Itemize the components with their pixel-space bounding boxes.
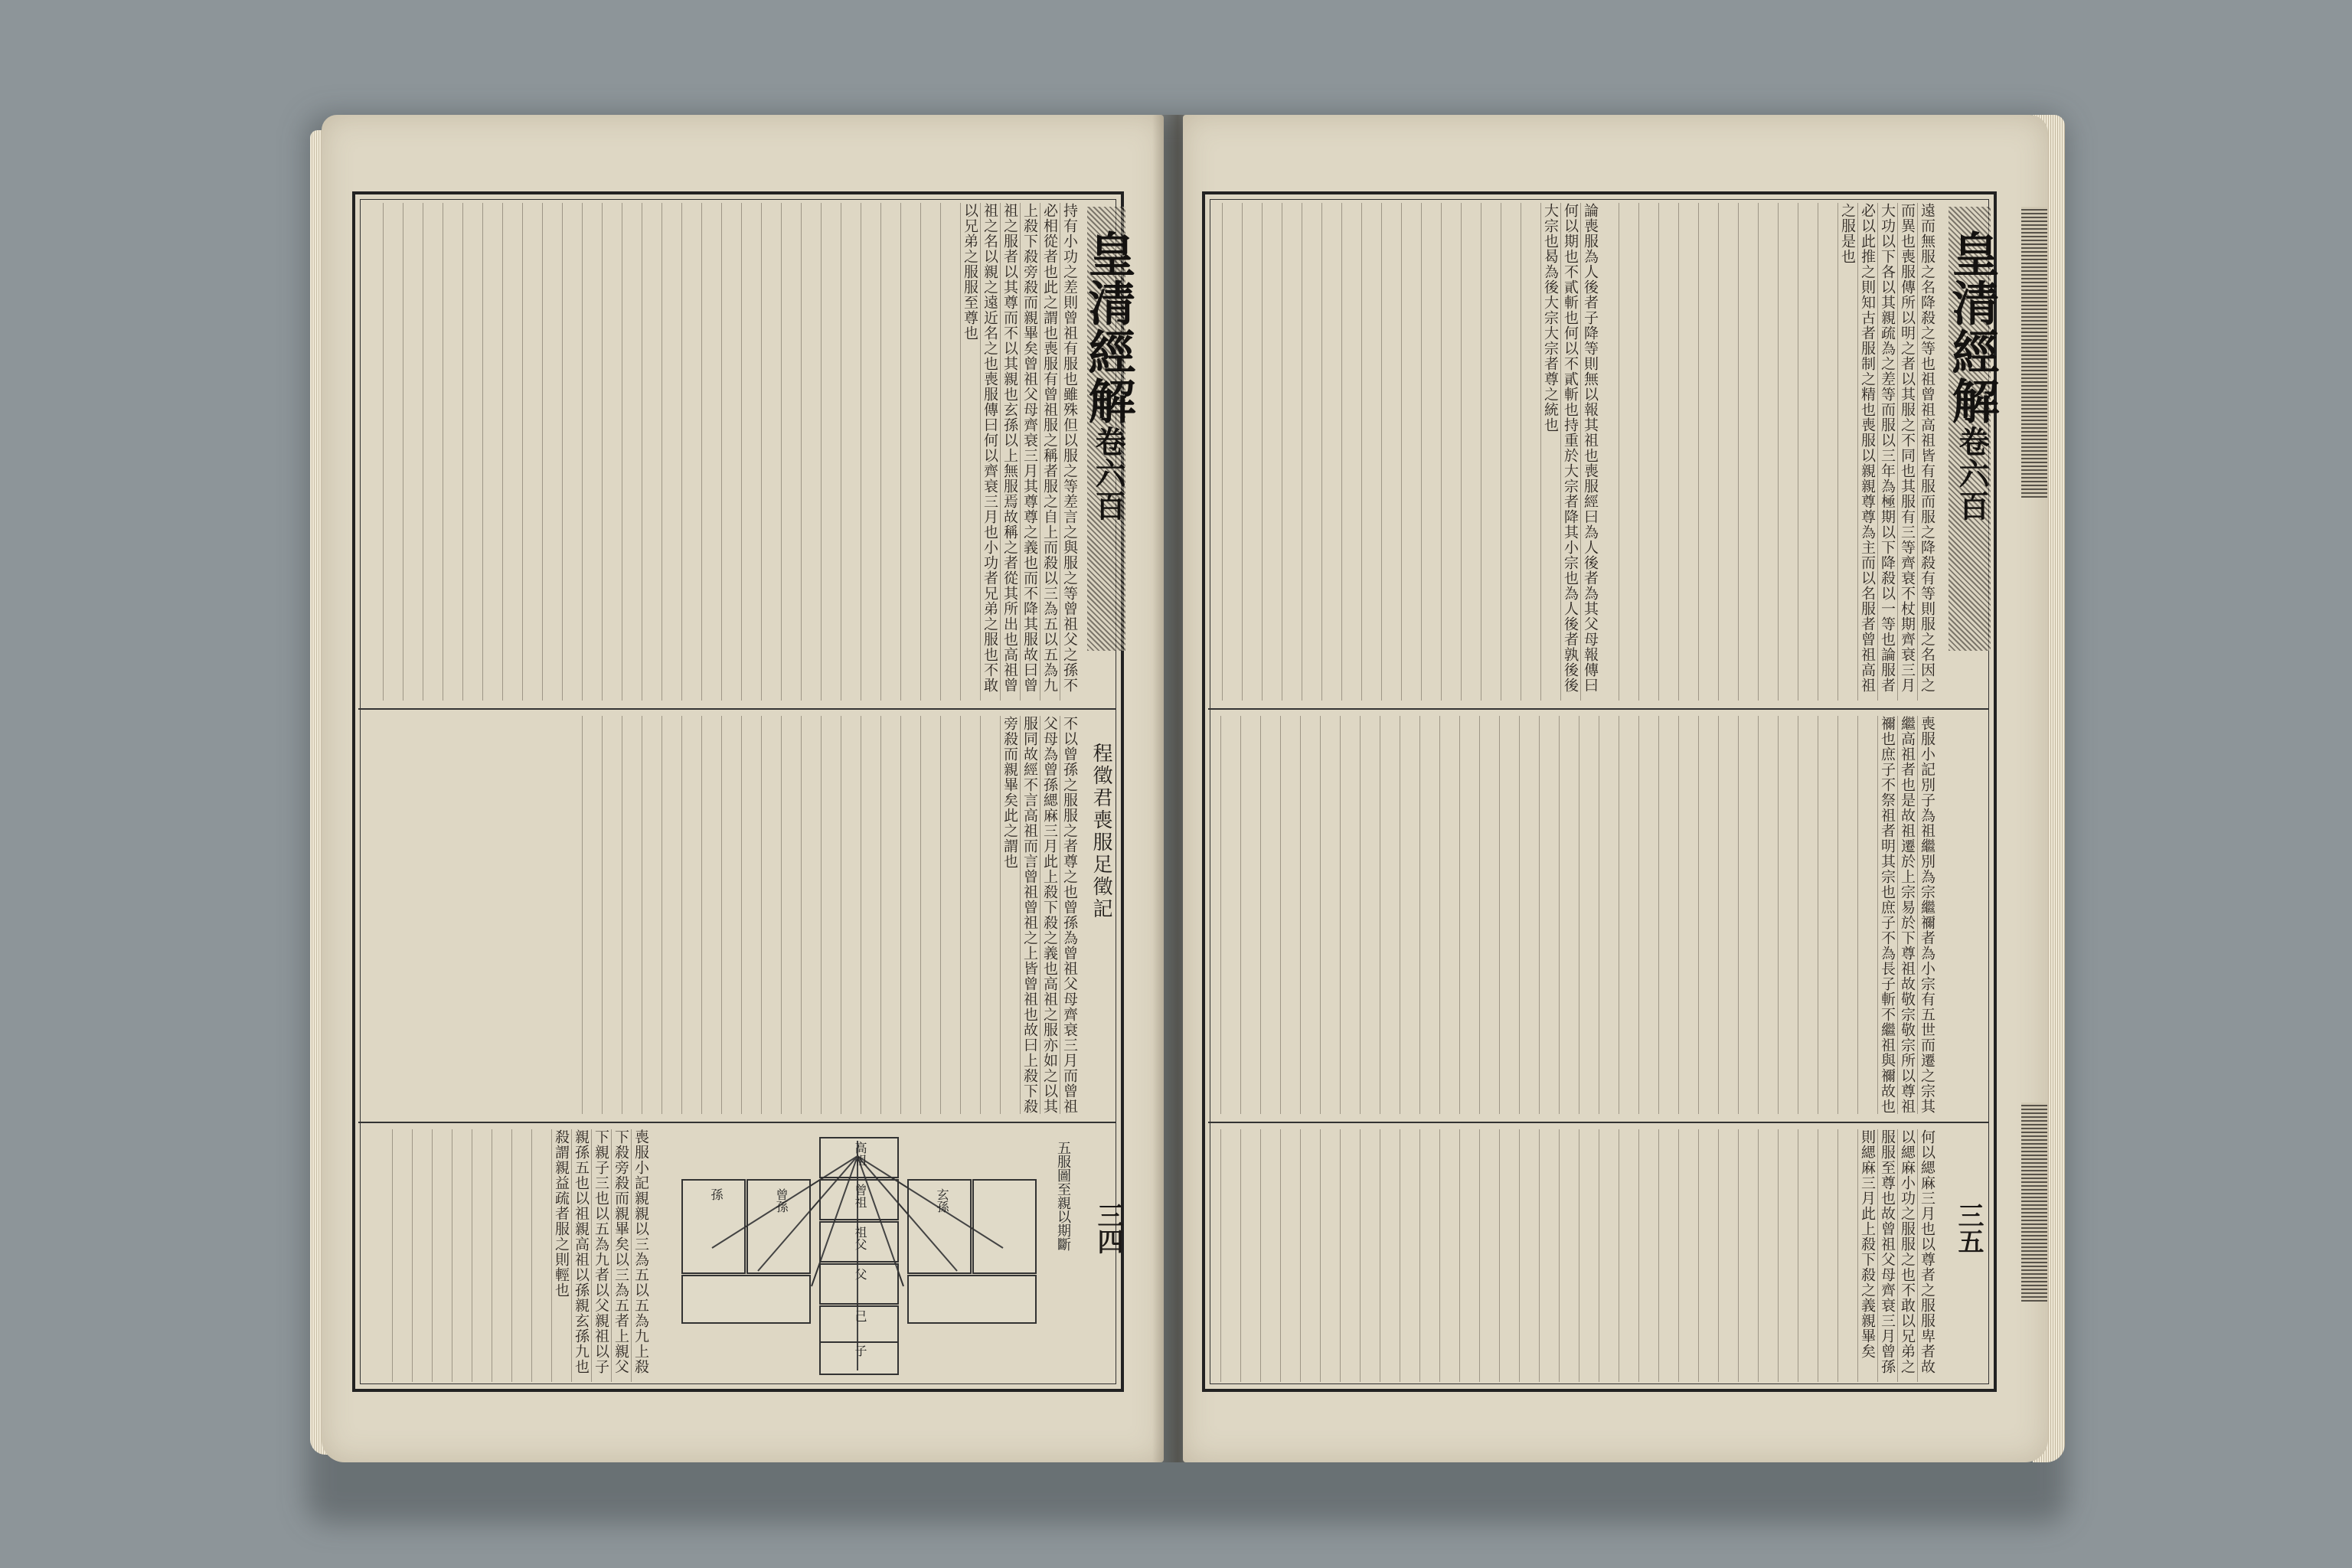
left-band-2 xyxy=(358,1122,1116,1123)
left-page-number: 三四 xyxy=(1093,1202,1123,1254)
right-band-2 xyxy=(1208,1122,1989,1123)
right-page-number: 三五 xyxy=(1953,1202,1984,1254)
right-middle-text: 論喪服為人後者子降等則無以報其祖也喪服經曰為人後者為其父母報傳曰何以期也不貳斬也何以不貳斬也持重於大宗者降其小宗也為人後者孰後後大宗也曷為後大宗大宗者尊之統也 xyxy=(1217,203,1600,701)
left-side-label: 程徵君喪服足徵記 xyxy=(1089,743,1112,920)
right-page xyxy=(1183,115,2048,1462)
diagram-cell: 玄孫 xyxy=(907,1179,972,1274)
left-band-1 xyxy=(358,708,1116,710)
mourning-diagram xyxy=(666,1133,1041,1378)
diagram-cell: 己 xyxy=(819,1305,899,1343)
right-lower-text: 喪服小記別子為祖繼別為宗繼禰者為小宗有五世而遷之宗其繼高祖者也是故祖遷於上宗易於下尊祖故敬宗敬宗所以尊祖禰也庶子不祭祖者明其宗也庶子不為長子斬不繼祖與禰故也 xyxy=(1217,716,1937,1114)
left-bottom-text: 喪服小記親親以三為五以五為九上殺下殺旁殺而親畢矣以三為五者上親父下親子三也以五為九者以父親祖以子親孫五也以祖親高祖以孫親玄孫九也殺謂親益疏者服之則輕也 xyxy=(375,1129,651,1382)
diagram-cell: 祖父 xyxy=(819,1221,899,1263)
right-bottom-text: 何以緦麻三月也以尊者之服服卑者故以緦麻小功之服服之也不敢以兄弟之服服至尊也故曾祖父母齊衰三月曾孫則緦麻三月此上殺下殺之義親畢矣 xyxy=(1217,1129,1937,1382)
left-running-title: 皇清經解卷六百 xyxy=(1080,230,1136,522)
left-middle-text: 不以曾孫之服服之者尊之也曾孫為曾祖父母齊衰三月而曾祖父母為曾孫緦麻三月此上殺下殺之義也高祖之服亦如之以其服同故經不言高祖而言曾祖曾祖之上皆曾祖也故曰上殺下殺旁殺而親畢矣此之謂也 xyxy=(567,716,1080,1114)
diagram-cell: 曾孫 xyxy=(746,1179,811,1274)
diagram-cell xyxy=(681,1275,811,1324)
diagram-cell: 父 xyxy=(819,1263,899,1305)
left-page xyxy=(322,115,1164,1462)
left-upper-text: 持有小功之差則曾祖有服也雖殊但以服之等差言之與服之等曾祖父之孫不必相從者也此之謂也喪服有曾祖服之稱者服之自上而殺以三為五以五為九上殺下殺旁殺而親畢矣曾祖父母齊衰三月其尊尊之義也而不降其服故曰曾祖之服者以其尊而不以其親也玄孫以上無服焉故稱之者從其所出也高祖曾祖之名以親之遠近名之也喪服傳曰何以齊衰三月也小功者兄弟之服也不敢以兄弟之服服至尊也 xyxy=(375,203,1080,701)
right-edge-ink-hatch xyxy=(2021,207,2047,498)
diagram-title: 五服圖至親以期斷 xyxy=(1055,1141,1071,1251)
right-band-1 xyxy=(1208,708,1989,710)
diagram-cell xyxy=(972,1179,1037,1274)
diagram-cell: 孫 xyxy=(681,1179,746,1274)
right-edge-ink-hatch-lower xyxy=(2021,1102,2047,1302)
right-running-title: 皇清經解卷六百 xyxy=(1944,230,2000,522)
diagram-cell xyxy=(907,1275,1037,1324)
right-upper-text: 遠而無服之名降殺之等也祖曾祖高祖皆有服而服之降殺有等則服之名因之而異也喪服傳所以明之者以其服之不同也其服有三等齊衰不杖期齊衰三月大功以下各以其親疏為之差等而服以三年為極期以下降殺以一等也論服者必以此推之則知古者服制之精也喪服以親親尊尊為主而以名服者曾祖高祖之服是也 xyxy=(1608,203,1937,701)
diagram-cell: 子 xyxy=(819,1341,899,1375)
diagram-cell: 曾祖 xyxy=(819,1179,899,1220)
diagram-cell: 高祖 xyxy=(819,1137,899,1178)
